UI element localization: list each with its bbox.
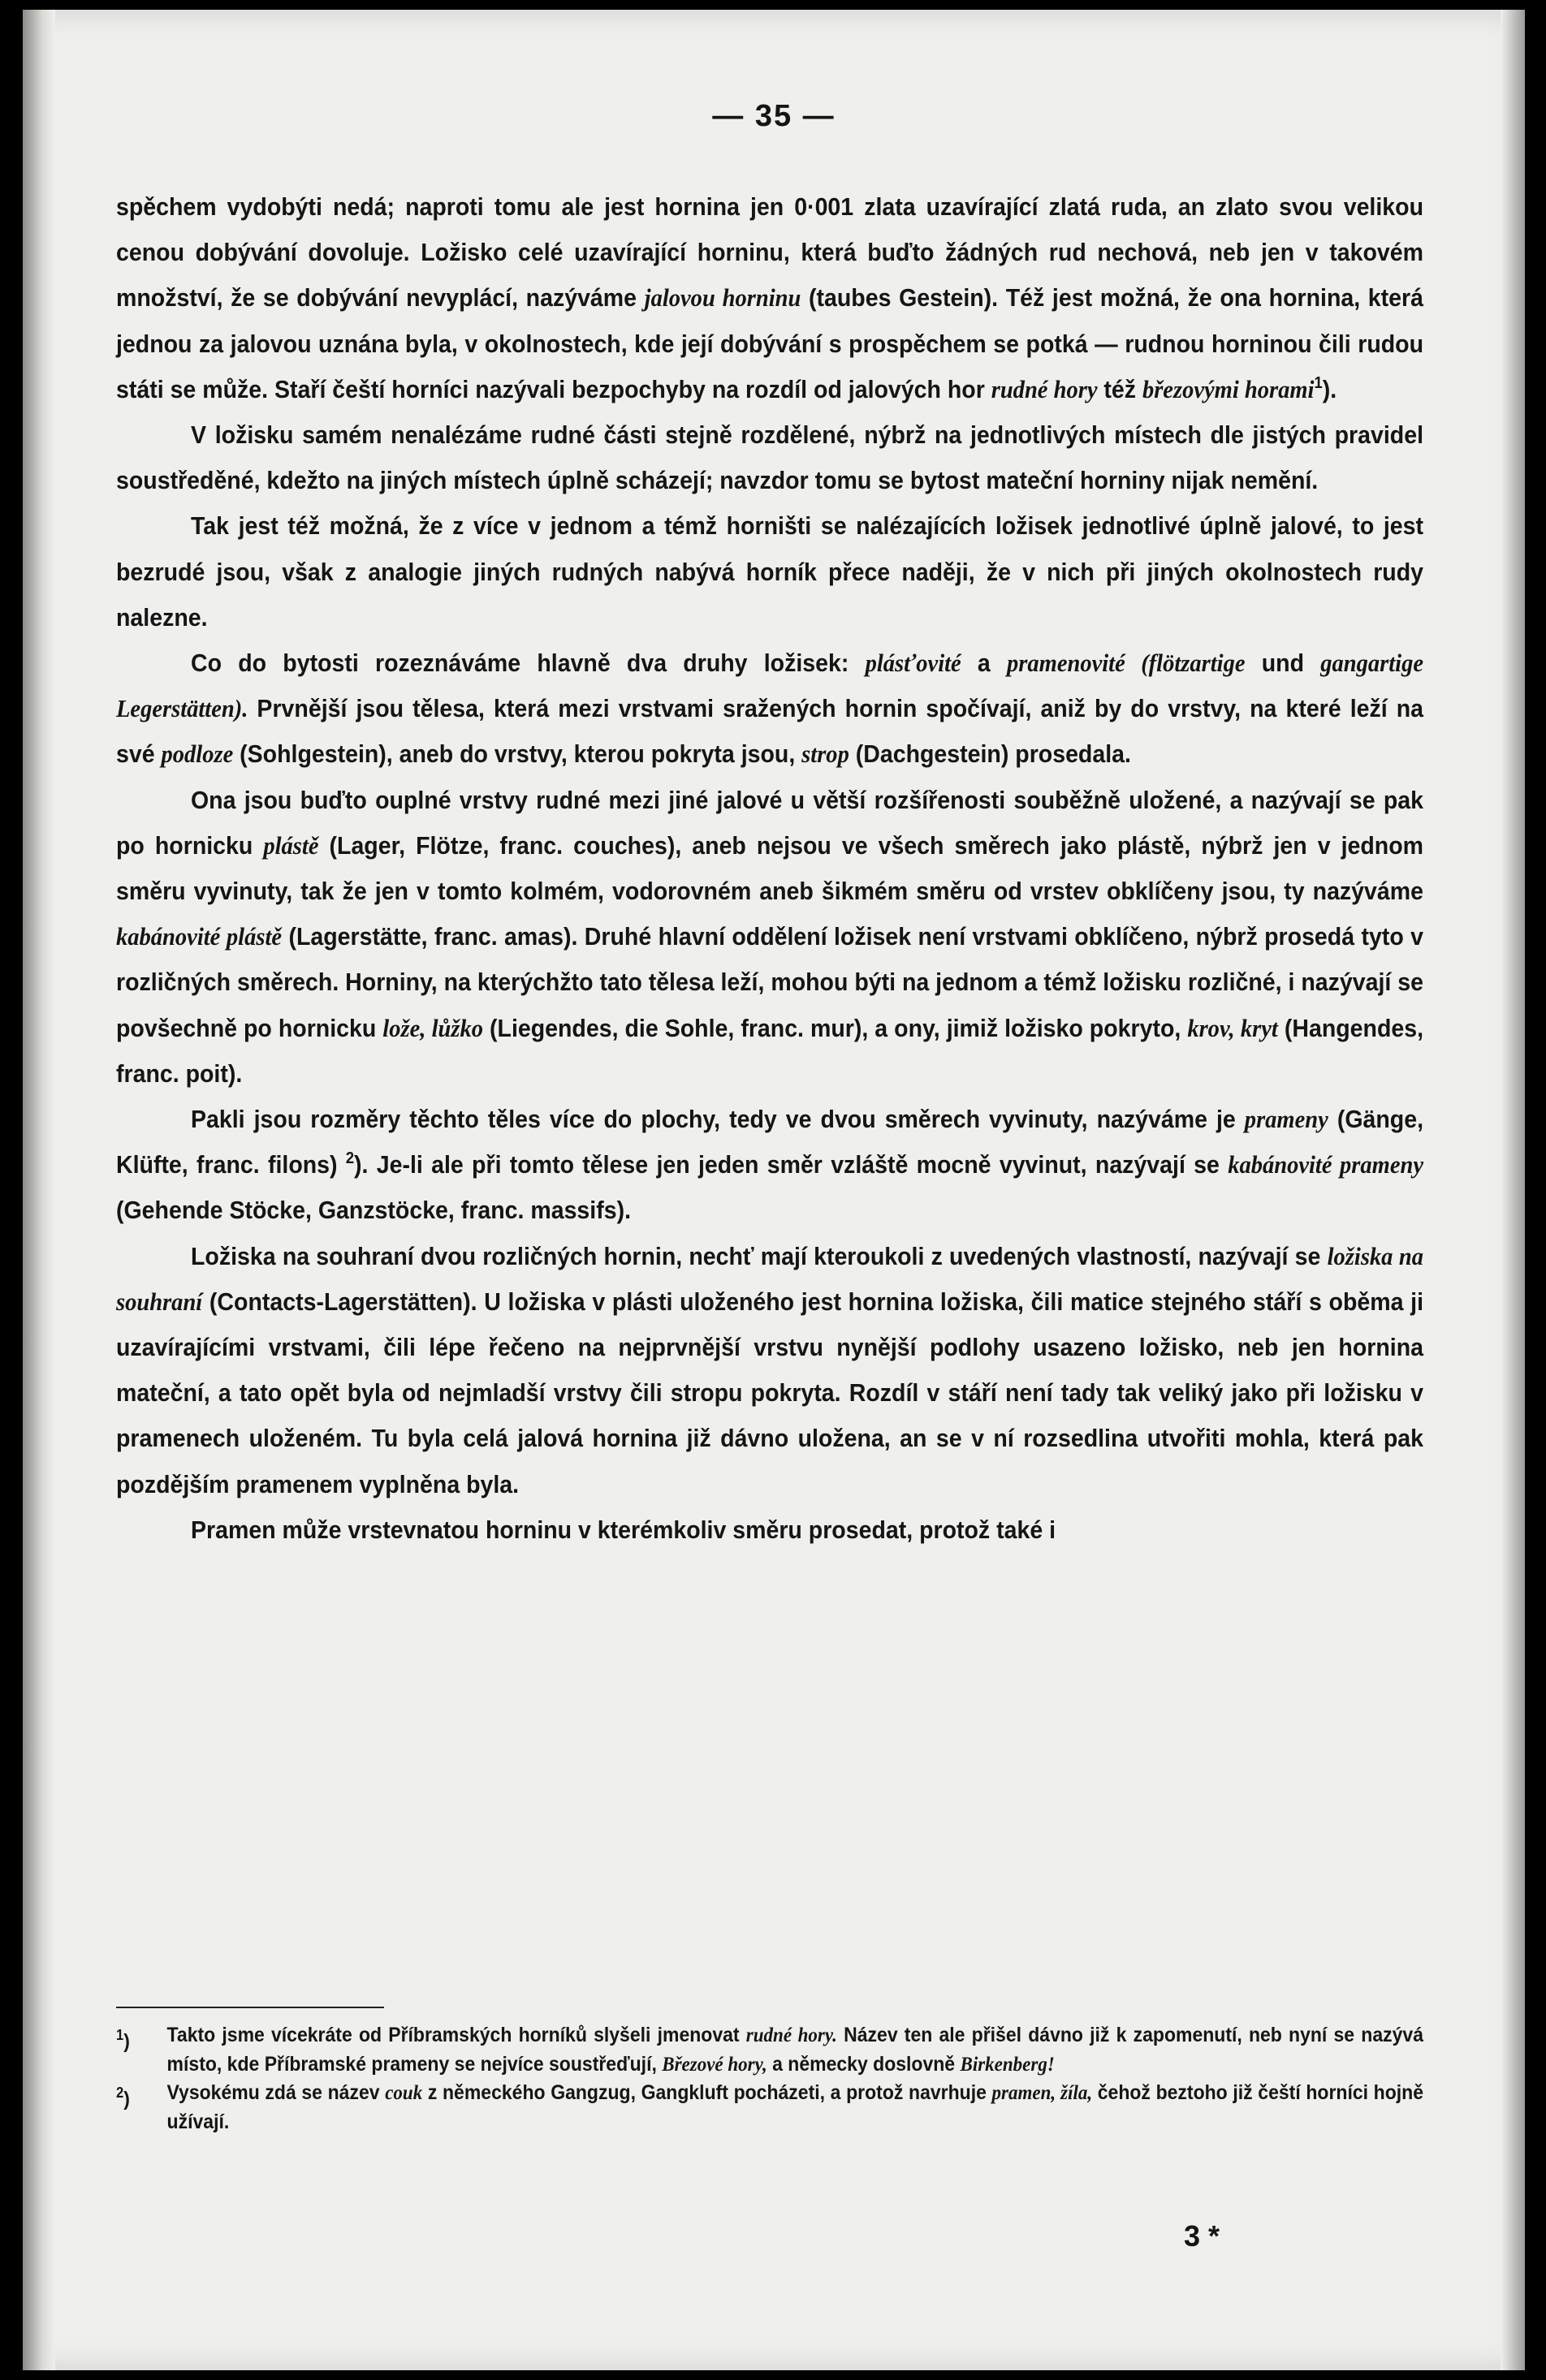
- text-run: (Liegendes, die Sohle, franc. mur), a ony, jimiž ložisko pokryto,: [483, 1013, 1188, 1042]
- text-run: Prvnější jsou tělesa, která mezi vrstvami sražených hornin spočívají, aniž by do vrstvy, na které leží na své: [116, 694, 1423, 769]
- text-run: (taubes Gestein). Též jest možná, že ona hornina, která jednou za jalovou uznána byla, v okolnostech, kde její dobývání s prospěchem se potká — rudnou horninou čili rudou státi se může. Staří čeští horníci nazývali bezpochyby na rozdíl od jalových hor: [116, 283, 1423, 403]
- paragraph: [116, 1507, 1423, 1553]
- italic-term: strop: [801, 739, 849, 769]
- text-run: Vysokému zdá se název: [166, 2081, 386, 2104]
- text-run: und: [1245, 649, 1321, 678]
- italic-term: krov, kryt: [1187, 1013, 1278, 1042]
- italic-term: podloze: [161, 739, 234, 769]
- text-run: (Lager, Flötze, franc. couches), aneb nejsou ve všech směrech jako plástě, nýbrž jen v jednom směru vyvinuty, tak že jen v tomto kolmém, vodorovném aneb šikmém směru od vrstev obklíčeny jsou, ty nazýváme: [116, 830, 1424, 906]
- footnote-text: [167, 2079, 1423, 2136]
- page-edge-left: [23, 10, 55, 2370]
- paragraph: [116, 1234, 1423, 1507]
- footnote-mark: $^1$): [116, 2027, 130, 2053]
- italic-term: jalovou horninu: [644, 283, 801, 313]
- text-run: (Dachgestein) prosedala.: [849, 739, 1131, 769]
- text-run: Co do bytosti rozeznáváme hlavně dva druhy ložisek:: [191, 649, 866, 678]
- text-run: (Gänge, Klüfte, franc. filons): [116, 1105, 1423, 1179]
- text-run: (Lagerstätte, franc. amas). Druhé hlavní oddělení ložisek není vrstvami obklíčeno, nýbrž prosedá tyto v rozličných směrech. Horniny, na kterýchžto tato tělesa leží, mohou býti na jednom a témž ložisku rozličné, i nazývají se povšechně po hornicku: [116, 922, 1424, 1042]
- footnotes: [116, 2021, 1423, 2136]
- text-run: (Contacts-Lagerstätten). U ložiska v plásti uloženého jest hornina ložiska, čili matice stejného stáří s oběma ji uzavírajícími vrstvami, čili lépe řečeno na nejprvnější vrstvu nynější podlohy usazeno ložisko, neb jen hornina mateční, a tato opět byla od nejmladší vrstvy čili stropu pokryta. Rozdíl v stáří není tady tak veliký jako při ložisku v pramenech uloženém. Tu byla celá jalová hornina již dávno uložena, an se v ní rozsedlina utvořiti mohla, která pak pozdějším pramenem vyplněna byla.: [116, 1287, 1424, 1498]
- italic-term: kabánovité prameny: [1228, 1150, 1423, 1179]
- paragraph: [116, 184, 1423, 412]
- italic-term: rudné hory.: [745, 2024, 837, 2046]
- page: [23, 10, 1525, 2370]
- paragraph: [116, 503, 1423, 640]
- italic-term: březovými horami: [1142, 374, 1315, 403]
- paragraph: [116, 1097, 1423, 1234]
- text-run: spěchem vydobýti nedá; naproti tomu ale jest hornina jen 0·001 zlata uzavírající zlatá ruda, an zlato svou velikou cenou dobývání dovoluje. Ložisko celé uzavírající horninu, která buďto žádných rud nechová, neb jen v takovém množství, že se dobývání nevyplácí, nazýváme: [116, 192, 1423, 313]
- text-run: Pramen může vrstevnatou horninu v kterémkoliv směru prosedat, protož také i: [191, 1515, 1056, 1544]
- printer-signature-mark: 3 *: [1184, 2219, 1220, 2253]
- text-run: ). Je-li ale při tomto tělese jen jeden směr vzláště mocně vyvinut, nazývají se: [354, 1150, 1229, 1179]
- text-run: (Hangendes, franc. poit).: [116, 1013, 1424, 1088]
- body-text: [116, 184, 1423, 1553]
- text-run: Název ten ale přišel dávno již k zapomenutí, neb nyní se nazývá místo, kde Příbramské prameny se nejvíce soustřeďují,: [166, 2024, 1424, 2076]
- paragraph: [116, 778, 1423, 1097]
- text-run: a: [961, 649, 1008, 678]
- text-run: Takto jsme vícekráte od Příbramských horníků slyšeli jmenovat: [166, 2024, 746, 2046]
- text-run: Ona jsou buďto ouplné vrstvy rudné mezi jiné jalové u větší rozšířenosti souběžně uložené, a nazývají se pak po hornicku: [116, 785, 1423, 860]
- text-run: čehož beztoho již čeští horníci hojně užívají.: [166, 2081, 1424, 2133]
- italic-term: couk: [385, 2082, 423, 2104]
- italic-term: ložiska na souhraní: [116, 1241, 1423, 1316]
- text-run: z německého Gangzug, Gangkluft pocházeti, a protož navrhuje: [422, 2081, 992, 2104]
- text-run: (Sohlgestein), aneb do vrstvy, kterou pokryta jsou,: [233, 739, 802, 769]
- paragraph: [116, 412, 1423, 503]
- text-run: (Gehende Stöcke, Ganzstöcke, franc. massifs).: [116, 1196, 632, 1225]
- italic-term: lože, lůžko: [382, 1013, 484, 1042]
- text-run: a německy doslovně: [767, 2052, 961, 2076]
- footnote-number: 1: [116, 2027, 124, 2043]
- italic-term: pramenovité (flötzartige: [1007, 649, 1246, 678]
- italic-term: Birkenberg!: [960, 2053, 1055, 2076]
- footnote-divider: [116, 2007, 384, 2008]
- text-run: Pakli jsou rozměry těchto těles více do plochy, tedy ve dvou směrech vyvinuty, nazýváme je: [191, 1105, 1245, 1134]
- text-run: Tak jest též možná, že z více v jednom a témž horništi se nalézajících ložisek jednotlivé úplně jalové, to jest bezrudé jsou, však z analogie jiných rudných nabývá horník přece naději, že v nich při jiných okolnostech rudy nalezne.: [116, 511, 1423, 632]
- footnote-reference: 2: [345, 1149, 355, 1168]
- text-run: též: [1097, 374, 1142, 403]
- italic-term: plásťovité: [865, 649, 961, 678]
- italic-term: kabánovité plástě: [116, 922, 283, 951]
- page-edge-right: [1501, 10, 1525, 2370]
- page-number: — 35 —: [712, 99, 836, 133]
- italic-term: Březové hory,: [662, 2053, 767, 2076]
- italic-term: plástě: [263, 830, 319, 860]
- footnote-number: 2: [116, 2085, 124, 2101]
- paragraph: [116, 640, 1423, 778]
- italic-term: rudné hory: [991, 374, 1098, 403]
- text-run: ).: [1322, 374, 1337, 403]
- footnote-reference: 1: [1314, 373, 1323, 392]
- italic-term: prameny: [1244, 1105, 1328, 1134]
- italic-term: pramen, žíla,: [991, 2082, 1093, 2104]
- footnote-text: [167, 2021, 1423, 2079]
- text-run: Ložiska na souhraní dvou rozličných hornin, nechť mají kteroukoli z uvedených vlastností, nazývají se: [191, 1241, 1328, 1270]
- footnote: [116, 2079, 1423, 2136]
- footnote: [116, 2021, 1423, 2079]
- text-run: V ložisku samém nenalézáme rudné části stejně rozdělené, nýbrž na jednotlivých místech dle jistých pravidel soustředěné, kdežto na jiných místech úplně scházejí; navzdor tomu se bytost mateční horniny nijak nemění.: [116, 420, 1423, 495]
- footnote-mark: $^2$): [116, 2085, 130, 2111]
- italic-term: gangartige Legerstätten).: [116, 649, 1424, 723]
